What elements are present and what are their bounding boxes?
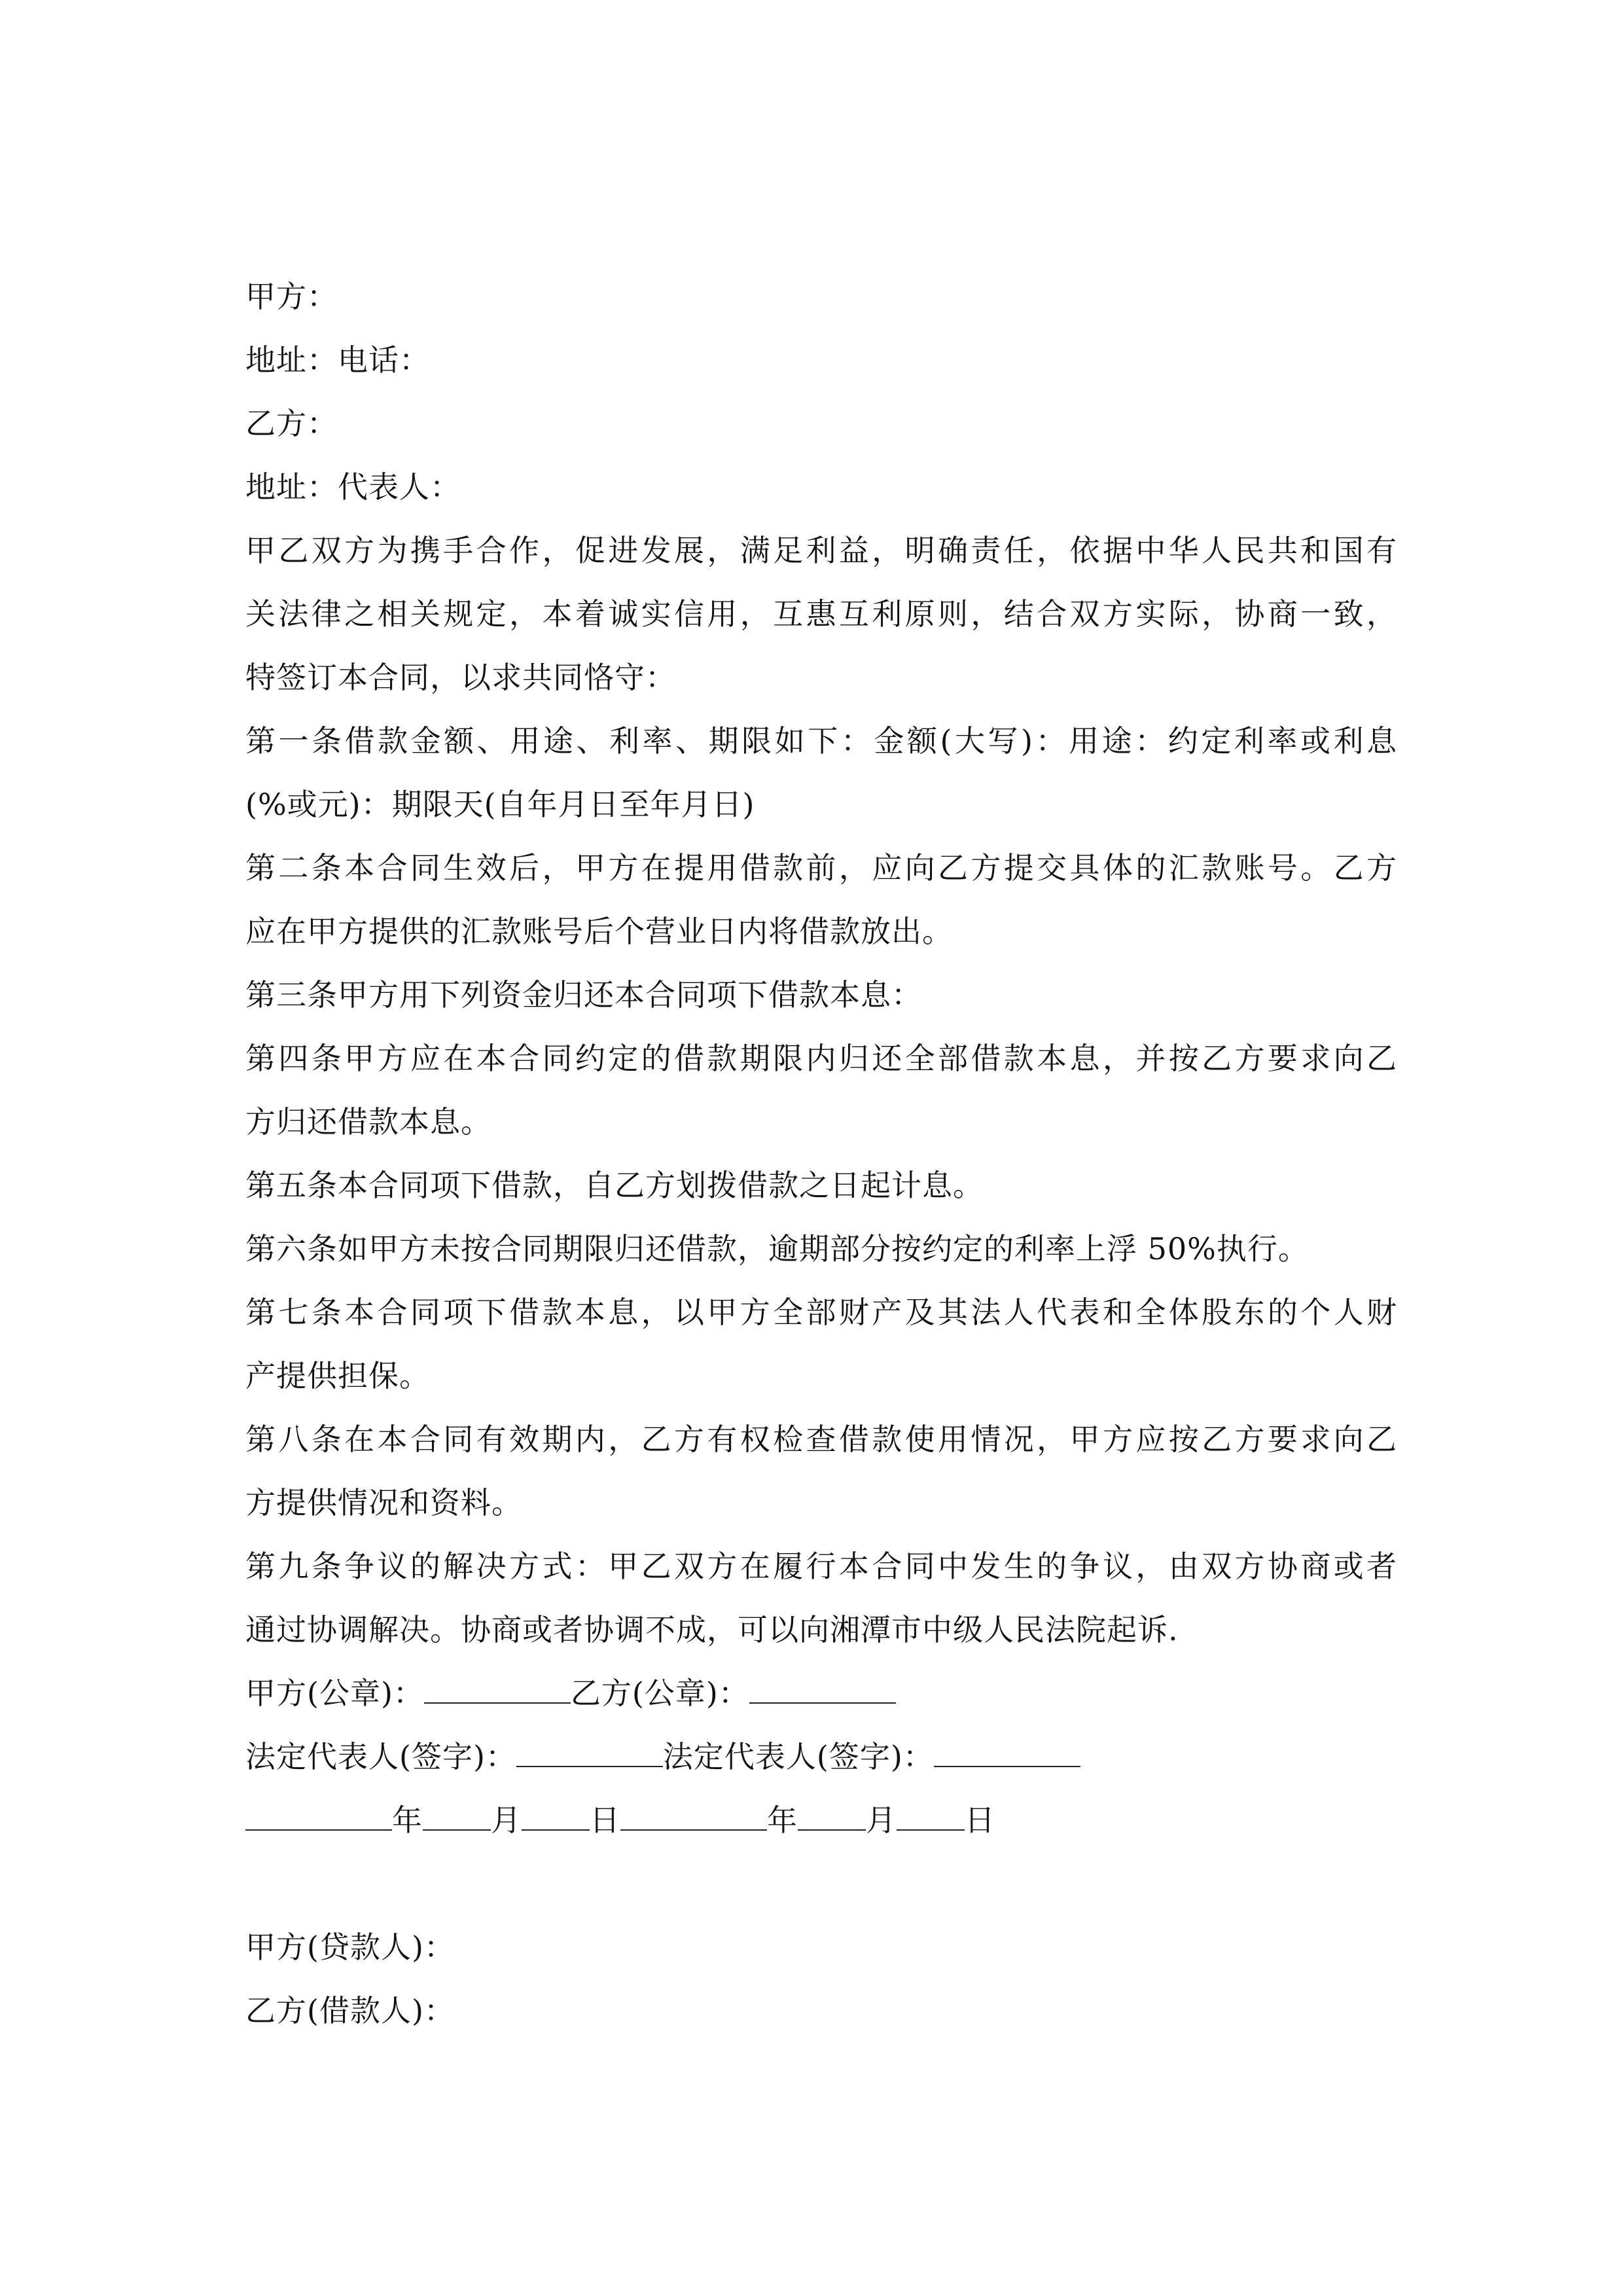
rep-a-label: 法定代表人(签字)： — [245, 1739, 516, 1774]
preamble-line-3: 特签订本合同，以求共同恪守： — [245, 660, 676, 695]
borrower-label: 乙方(借款人)： — [245, 1993, 455, 2028]
article-9-line-1: 第九条争议的解决方式：甲乙双方在履行本合同中发生的争议，由双方协商或者 — [245, 1549, 1397, 1584]
rep-b-blank[interactable] — [934, 1744, 1080, 1767]
date-a-year-label: 年 — [392, 1803, 423, 1838]
date-a-day-blank[interactable] — [522, 1807, 590, 1831]
date-b-day-blank[interactable] — [897, 1807, 965, 1831]
rep-b-label: 法定代表人(签字)： — [662, 1739, 934, 1774]
seal-a-blank[interactable] — [424, 1680, 571, 1704]
date-a-year-blank[interactable] — [245, 1807, 392, 1831]
spacer — [245, 1852, 1397, 1916]
seal-a-label: 甲方(公章)： — [245, 1676, 424, 1711]
seal-b-label: 乙方(公章)： — [570, 1676, 749, 1711]
seal-line — [245, 1662, 1397, 1725]
article-2-line-1: 第二条本合同生效后，甲方在提用借款前，应向乙方提交具体的汇款账号。乙方 — [245, 850, 1397, 886]
article-2-line-2: 应在甲方提供的汇款账号后个营业日内将借款放出。 — [245, 914, 953, 949]
date-a-month-blank[interactable] — [423, 1807, 491, 1831]
article-8-line-2: 方提供情况和资料。 — [245, 1485, 522, 1520]
date-b-year-label: 年 — [767, 1803, 798, 1838]
party-b-address-rep: 地址：代表人： — [245, 469, 461, 505]
article-5-line-1: 第五条本合同项下借款，自乙方划拨借款之日起计息。 — [245, 1168, 984, 1203]
article-8-line-1: 第八条在本合同有效期内，乙方有权检查借款使用情况，甲方应按乙方要求向乙 — [245, 1422, 1397, 1457]
article-6-line-1: 第六条如甲方未按合同期限归还借款，逾期部分按约定的利率上浮 50%执行。 — [245, 1231, 1309, 1266]
representative-line — [245, 1725, 1397, 1789]
preamble-line-1: 甲乙双方为携手合作，促进发展，满足利益，明确责任，依据中华人民共和国有 — [245, 533, 1397, 568]
date-line — [245, 1789, 1397, 1852]
date-b-month-label: 月 — [866, 1803, 897, 1838]
article-7-line-1: 第七条本合同项下借款本息，以甲方全部财产及其法人代表和全体股东的个人财 — [245, 1295, 1397, 1330]
date-b-month-blank[interactable] — [798, 1807, 866, 1831]
preamble-line-2: 关法律之相关规定，本着诚实信用，互惠互利原则，结合双方实际，协商一致， — [245, 596, 1397, 632]
seal-b-blank[interactable] — [749, 1680, 896, 1704]
article-1-line-1: 第一条借款金额、用途、利率、期限如下：金额(大写)：用途：约定利率或利息 — [245, 723, 1397, 759]
article-4-line-2: 方归还借款本息。 — [245, 1104, 491, 1139]
date-b-year-blank[interactable] — [620, 1807, 767, 1831]
date-b-day-label: 日 — [965, 1803, 995, 1838]
date-a-day-label: 日 — [590, 1803, 620, 1838]
contract-body — [245, 265, 1397, 2043]
article-4-line-1: 第四条甲方应在本合同约定的借款期限内归还全部借款本息，并按乙方要求向乙 — [245, 1041, 1397, 1076]
lender-label: 甲方(贷款人)： — [245, 1929, 455, 1965]
article-1-line-2: (%或元)：期限天(自年月日至年月日) — [245, 787, 755, 822]
rep-a-blank[interactable] — [516, 1744, 663, 1767]
party-a-address-phone: 地址：电话： — [245, 342, 430, 378]
article-9-line-2: 通过协调解决。协商或者协调不成，可以向湘潭市中级人民法院起诉. — [245, 1612, 1179, 1647]
article-7-line-2: 产提供担保。 — [245, 1358, 430, 1393]
party-a-label: 甲方： — [245, 279, 338, 314]
date-a-month-label: 月 — [491, 1803, 522, 1838]
article-3-line-1: 第三条甲方用下列资金归还本合同项下借款本息： — [245, 977, 922, 1013]
party-b-label: 乙方： — [245, 406, 338, 441]
